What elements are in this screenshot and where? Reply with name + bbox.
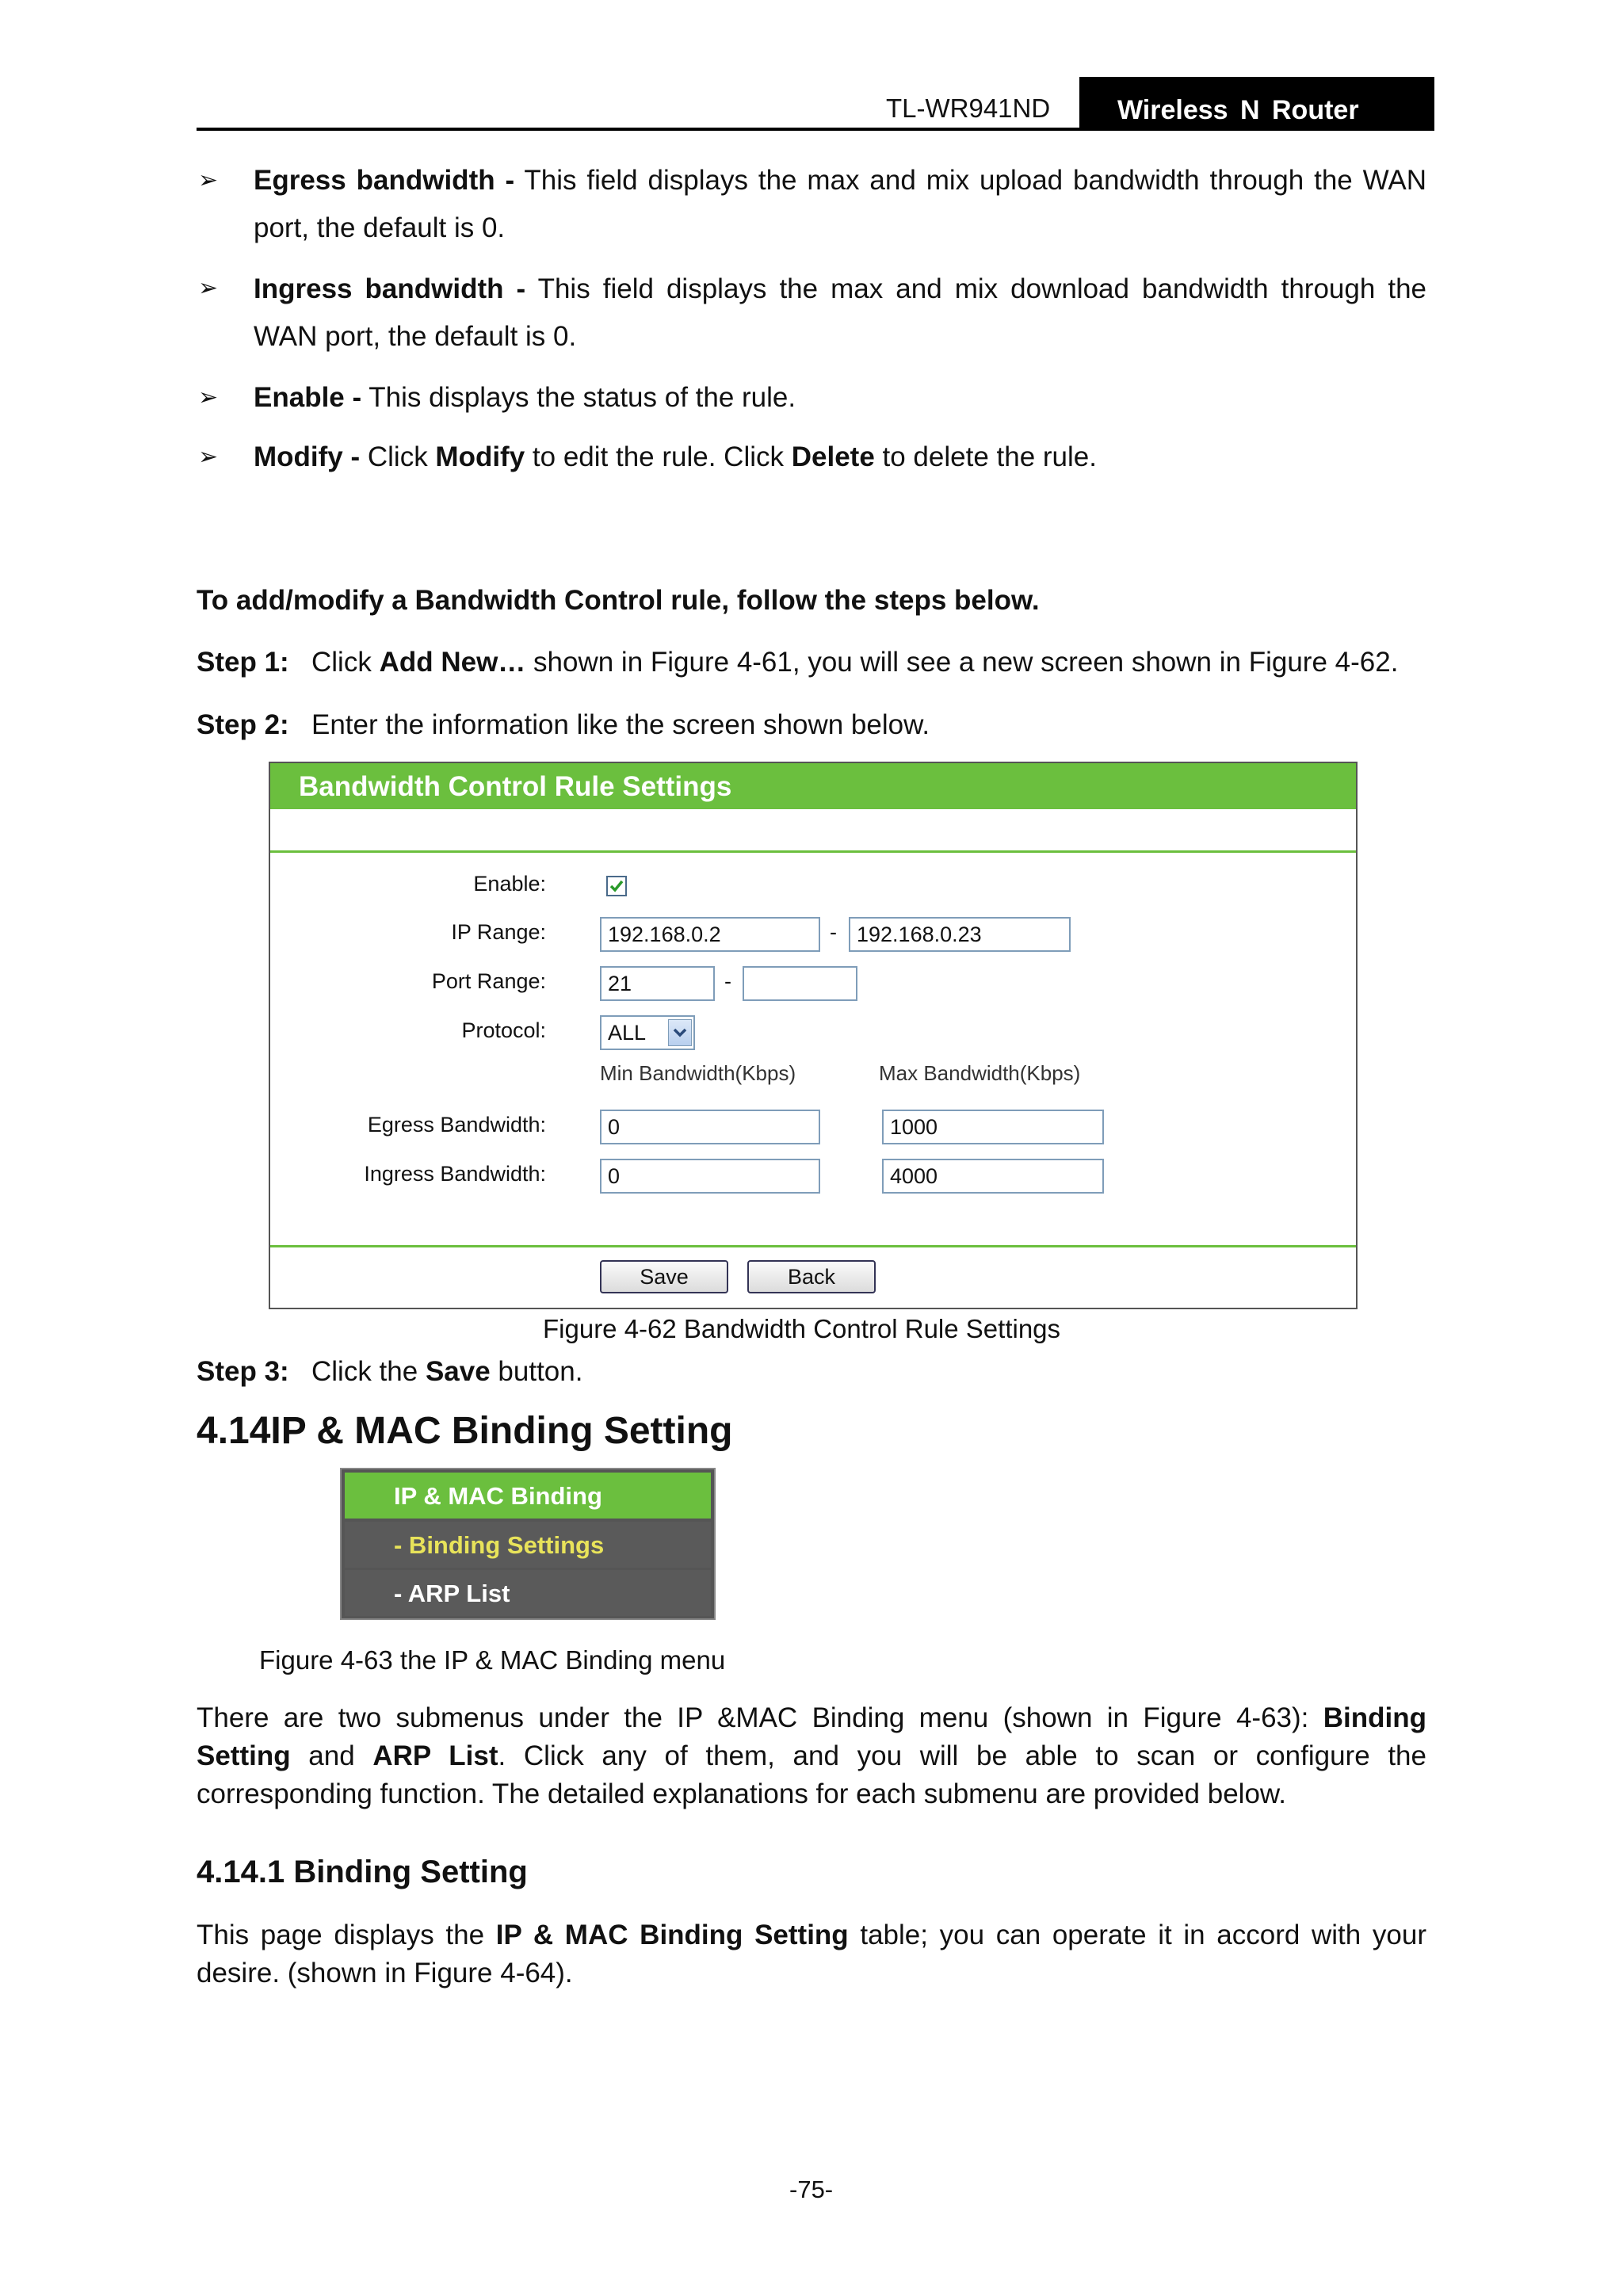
save-button[interactable]: Save bbox=[600, 1260, 728, 1293]
bullet-arrow-icon: ➢ bbox=[198, 444, 219, 470]
bullet-arrow-icon: ➢ bbox=[198, 167, 219, 193]
subsection-title: Binding Setting bbox=[293, 1855, 528, 1889]
menu-item-label: - Binding Settings bbox=[394, 1531, 605, 1559]
header-product: Wireless N Router bbox=[1117, 95, 1359, 125]
bullet-modify: Modify - Click Modify to edit the rule. Click Delete to delete the rule. bbox=[254, 441, 1097, 472]
egress-min-input[interactable]: 0 bbox=[600, 1110, 820, 1144]
figure-63-caption: Figure 4-63 the IP & MAC Binding menu bbox=[259, 1645, 726, 1675]
page-number: -75- bbox=[789, 2176, 834, 2203]
step-2-label: Step 2: bbox=[197, 709, 289, 740]
ingress-bandwidth-label: Ingress Bandwidth: bbox=[364, 1162, 546, 1186]
protocol-value: ALL bbox=[608, 1021, 647, 1045]
egress-bandwidth-label: Egress Bandwidth: bbox=[367, 1113, 546, 1137]
bullet-ingress-line2: WAN port, the default is 0. bbox=[254, 321, 577, 352]
submenus-paragraph: There are two submenus under the IP &MAC Binding menu (shown in Figure 4-63): Binding Setting and ARP List. Click any of them, and you will be able to scan or configure the corresponding function. The detailed explanations for each submenu are provided below. bbox=[197, 1702, 1426, 1809]
menu-item-label: IP & MAC Binding bbox=[394, 1482, 602, 1510]
enable-checkbox[interactable] bbox=[606, 876, 627, 896]
bullet-enable: Enable - This displays the status of the rule. bbox=[254, 382, 796, 413]
protocol-label: Protocol: bbox=[461, 1018, 546, 1042]
ingress-min-input[interactable]: 0 bbox=[600, 1159, 820, 1194]
binding-setting-paragraph: This page displays the IP & MAC Binding Setting table; you can operate it in accord with your desire. (shown in Figure 4-64). bbox=[197, 1920, 1426, 1988]
menu-item-arp-list[interactable] bbox=[345, 1570, 711, 1616]
panel-bottom-divider bbox=[270, 1245, 1356, 1247]
protocol-select[interactable] bbox=[600, 1015, 695, 1050]
ip-range-label: IP Range: bbox=[451, 920, 546, 944]
section-heading bbox=[197, 1409, 733, 1453]
rule-settings-panel bbox=[269, 762, 1358, 1309]
menu-item-ip-mac-binding[interactable] bbox=[345, 1473, 711, 1519]
bullet-egress-line2: port, the default is 0. bbox=[254, 212, 506, 243]
section-number: 4.14 bbox=[197, 1410, 271, 1452]
bullet-arrow-icon: ➢ bbox=[198, 275, 219, 301]
back-button[interactable]: Back bbox=[747, 1260, 876, 1293]
panel-top-divider bbox=[270, 850, 1356, 853]
menu-item-label: - ARP List bbox=[394, 1580, 510, 1607]
figure-62-caption: Figure 4-62 Bandwidth Control Rule Settings bbox=[543, 1314, 1061, 1343]
header-model: TL-WR941ND bbox=[886, 94, 1051, 123]
section-title: IP & MAC Binding Setting bbox=[270, 1410, 733, 1452]
max-bandwidth-header: Max Bandwidth(Kbps) bbox=[879, 1061, 1081, 1085]
ip-end-input[interactable]: 192.168.0.23 bbox=[849, 917, 1071, 952]
bullet-ingress-line1: Ingress bandwidth - This field displays the max and mix download bandwidth through the bbox=[254, 273, 1427, 304]
step-3-text: Click the Save button. bbox=[311, 1356, 583, 1387]
port-range-dash: - bbox=[724, 969, 731, 993]
step-1-label: Step 1: bbox=[197, 647, 289, 678]
subsection-heading bbox=[197, 1855, 528, 1890]
port-range-label: Port Range: bbox=[431, 969, 546, 993]
port-end-input[interactable] bbox=[743, 966, 857, 1001]
port-start-input[interactable]: 21 bbox=[600, 966, 715, 1001]
chevron-down-icon bbox=[668, 1019, 692, 1046]
step-3-label: Step 3: bbox=[197, 1356, 289, 1387]
header-rule bbox=[197, 128, 1434, 131]
subsection-number: 4.14.1 bbox=[197, 1855, 285, 1889]
ip-range-dash: - bbox=[830, 920, 837, 944]
ip-start-input[interactable]: 192.168.0.2 bbox=[600, 917, 820, 952]
ip-mac-binding-menu bbox=[340, 1468, 716, 1620]
step-2-text: Enter the information like the screen shown below. bbox=[311, 709, 930, 740]
step-1-text: Click Add New… shown in Figure 4-61, you will see a new screen shown in Figure 4-62. bbox=[311, 647, 1399, 678]
panel-title-bar bbox=[270, 763, 1356, 809]
bullet-arrow-icon: ➢ bbox=[198, 384, 219, 411]
min-bandwidth-header: Min Bandwidth(Kbps) bbox=[600, 1061, 796, 1085]
menu-item-binding-settings[interactable] bbox=[345, 1522, 711, 1568]
egress-max-input[interactable]: 1000 bbox=[882, 1110, 1104, 1144]
checkmark-icon bbox=[608, 877, 625, 895]
steps-intro-heading: To add/modify a Bandwidth Control rule, follow the steps below. bbox=[197, 585, 1040, 616]
enable-label: Enable: bbox=[473, 872, 546, 896]
panel-title: Bandwidth Control Rule Settings bbox=[299, 771, 732, 802]
bullet-egress-line1: Egress bandwidth - This field displays the max and mix upload bandwidth through the WAN bbox=[254, 165, 1427, 196]
ingress-max-input[interactable]: 4000 bbox=[882, 1159, 1104, 1194]
